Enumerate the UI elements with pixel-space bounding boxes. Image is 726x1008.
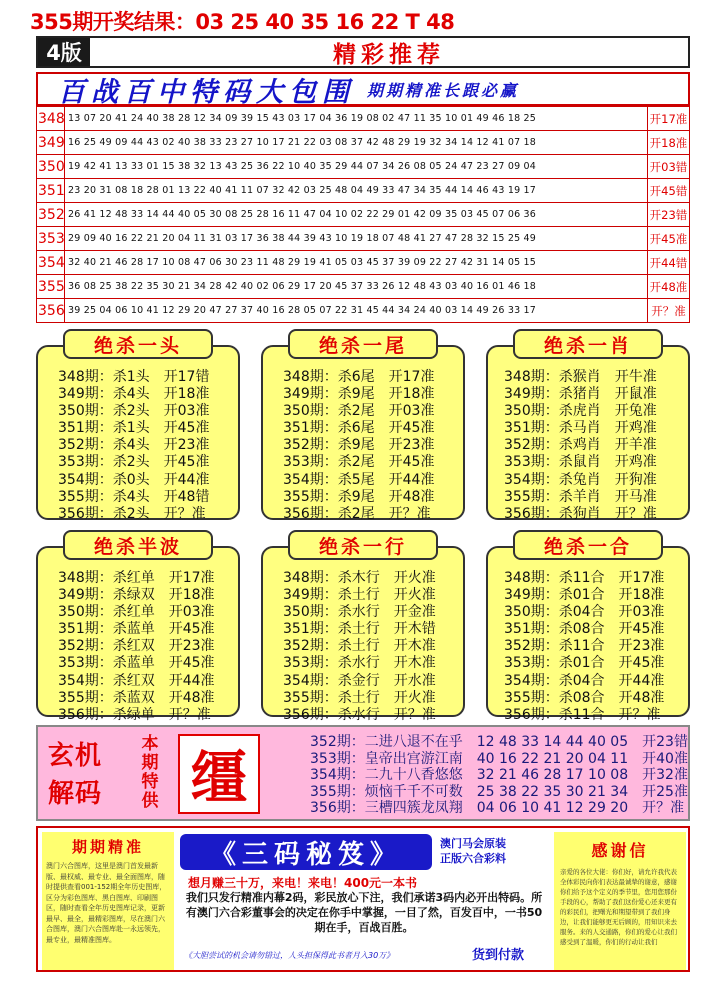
numbers-cell: 23 20 31 08 18 28 01 13 22 40 41 11 07 32 42 03 25 48 04 49 33 47 34 35 44 14 46 43 19 17 (65, 179, 648, 203)
period-cell: 349 (37, 131, 65, 155)
result-cell: 开18准 (648, 131, 690, 155)
result-cell: 开45错 (648, 179, 690, 203)
period-cell: 355 (37, 275, 65, 299)
box-line: 356期：杀2尾 开？准 (283, 505, 431, 522)
box-line: 353期：杀2头 开45准 (58, 454, 210, 471)
footer-left-panel (42, 832, 174, 970)
book-note: 《大胆尝试的机会请勿错过，人头担保得此书者月入30万》 (184, 951, 395, 960)
box-line: 350期：杀04合 开03准 (504, 604, 665, 621)
box-line: 350期：杀2尾 开03准 (283, 403, 435, 420)
box-line: 349期：杀猪肖 开鼠准 (504, 386, 657, 403)
box-line: 351期：杀6尾 开45准 (283, 420, 435, 437)
box-line: 352期：杀11合 开23准 (504, 638, 665, 655)
numbers-cell: 36 08 25 38 22 35 30 21 34 28 42 40 02 06 29 17 20 45 37 33 26 12 48 43 03 40 16 01 46 18 (65, 275, 648, 299)
box-line: 348期：杀6尾 开17准 (283, 369, 435, 385)
box-line: 348期：杀猴肖 开牛准 (504, 369, 657, 385)
footer-right-text: 亲爱的各位大佬：你们好，请允许我代表全体彩民向你们表达最诚挚的谢意，感谢你们给予这个定义的季节里，您用您那份手段的心，帮助了我们这份爱心还来更有的彩民们，把曙光和期望带到了我们身边，让我们能够更无后顾的，用知识来去服务。来的人交通路，你们的爱心让我们感受到了温暖，你们的行动让我们 (560, 868, 677, 946)
box-line: 354期：杀04合 开44准 (504, 672, 665, 689)
box-title: 绝杀一肖 (513, 329, 663, 359)
footer-right-panel (554, 832, 686, 970)
numbers-cell: 26 41 12 48 33 14 44 40 05 30 08 25 28 16 11 47 04 10 02 22 29 01 42 09 35 03 45 07 06 36 (65, 203, 648, 227)
box-line: 350期：杀2头 开03准 (58, 403, 210, 420)
prediction-box (261, 546, 465, 723)
box-line: 354期：杀0头 开44准 (58, 471, 210, 488)
box-line: 350期：杀水行 开金准 (283, 604, 436, 621)
box-line: 349期：杀土行 开火准 (283, 587, 436, 604)
box-line: 353期：杀蓝单 开45准 (58, 655, 215, 672)
numbers-cell: 32 40 21 46 28 17 10 08 47 06 30 23 11 48 29 19 41 05 03 45 37 39 09 22 27 42 31 14 05 15 (65, 251, 648, 275)
table-row (37, 107, 690, 131)
box-line: 356期：杀2头 开？准 (58, 505, 206, 522)
page-header (36, 36, 690, 68)
period-cell: 352 (37, 203, 65, 227)
box-line: 353期：杀01合 开45准 (504, 655, 665, 672)
box-title: 绝杀一头 (63, 329, 213, 359)
numbers-cell: 16 25 49 09 44 43 02 40 38 33 23 27 10 17 21 22 03 08 37 42 48 29 19 32 34 14 12 41 07 18 (65, 131, 648, 155)
box-line: 348期：杀木行 开火准 (283, 570, 436, 586)
result-cell: 开45准 (648, 227, 690, 251)
box-line: 351期：杀蓝单 开45准 (58, 621, 215, 638)
footer-right-title: 感谢信 (591, 841, 649, 860)
prediction-box (486, 345, 690, 520)
box-lines (38, 570, 238, 724)
table-row (37, 179, 690, 203)
book-title: 《三码秘笈》 (180, 834, 432, 870)
xuanji-char: 缰 (178, 734, 260, 814)
numbers-cell: 29 09 40 16 22 21 20 04 11 31 03 17 36 38 44 39 43 10 19 18 07 48 41 27 47 28 32 15 25 49 (65, 227, 648, 251)
period-cell: 356 (37, 299, 65, 323)
box-title: 绝杀一行 (288, 530, 438, 560)
box-line: 349期：杀9尾 开18准 (283, 386, 435, 403)
box-line: 349期：杀01合 开18准 (504, 587, 665, 604)
page-title: 精彩推荐 (333, 41, 445, 68)
xuanji-line: 353期：皇帝出宫游江南 40 16 22 21 20 04 11 开40准 (310, 750, 688, 767)
result-cell: 开44错 (648, 251, 690, 275)
main-banner (36, 72, 690, 106)
box-line: 351期：杀土行 开木错 (283, 621, 436, 638)
version-badge: 4版 (38, 38, 90, 66)
period-cell: 354 (37, 251, 65, 275)
xuanji-special-label: 本期特供 (141, 734, 159, 811)
table-row (37, 227, 690, 251)
period-cell: 350 (37, 155, 65, 179)
result-cell: 开03错 (648, 155, 690, 179)
box-line: 348期：杀11合 开17准 (504, 570, 665, 586)
prediction-box (486, 546, 690, 723)
box-line: 349期：杀4头 开18准 (58, 386, 210, 403)
box-line: 354期：杀红双 开44准 (58, 672, 215, 689)
box-line: 352期：杀土行 开木准 (283, 638, 436, 655)
box-title: 绝杀半波 (63, 530, 213, 560)
box-line: 352期：杀红双 开23准 (58, 638, 215, 655)
footer-center-panel (178, 832, 550, 970)
banner-main-text: 百战百中特码大包围 (58, 76, 355, 106)
period-cell: 348 (37, 107, 65, 131)
box-line: 353期：杀水行 开木准 (283, 655, 436, 672)
box-line: 351期：杀08合 开45准 (504, 621, 665, 638)
box-line: 354期：杀兔肖 开狗准 (504, 471, 657, 488)
result-cell: 开？准 (648, 299, 690, 323)
box-line: 355期：杀4头 开48错 (58, 488, 210, 505)
book-side-label: 澳门马会原装 正版六合彩料 (440, 837, 506, 865)
pay-on-delivery: 货到付款 (472, 948, 525, 963)
box-line: 356期：杀11合 开？准 (504, 706, 661, 723)
numbers-cell: 13 07 20 41 24 40 38 28 12 34 09 39 15 43 03 17 04 36 19 08 02 47 11 35 10 01 49 46 18 25 (65, 107, 648, 131)
box-line: 355期：杀羊肖 开马准 (504, 488, 657, 505)
box-line: 350期：杀虎肖 开兔准 (504, 403, 657, 420)
numbers-table (36, 106, 690, 323)
xuanji-line: 354期：二九十八香悠悠 32 21 46 28 17 10 08 开32准 (310, 767, 688, 783)
box-lines (38, 369, 238, 523)
book-slogan: 想月赚三十万，来电！来电！400元一本书 (188, 876, 418, 890)
draw-result-banner: 355期开奖结果：03 25 40 35 16 22 T 48 (30, 10, 455, 34)
table-row (37, 131, 690, 155)
box-line: 350期：杀红单 开03准 (58, 604, 215, 621)
result-cell: 开23错 (648, 203, 690, 227)
box-line: 348期：杀红单 开17准 (58, 570, 215, 586)
box-line: 356期：杀绿单 开？准 (58, 706, 211, 723)
table-row (37, 155, 690, 179)
footer-left-text: 澳门六合图库，这里是澳门首发最新版、最权威、最专业、最全面图库，随时提供查看001-152期全年历史图库，区分为彩色图库、黑白图库、印刷图区，随时查看全年历史图库记录，更新最早、最全，最精彩图库，尽在澳门六合图库，澳门六合图库赴一永远领先，最专业，最精准图库。 (46, 862, 167, 944)
footer-left-title: 期期精准 (71, 838, 144, 856)
table-row (37, 275, 690, 299)
box-line: 355期：杀土行 开火准 (283, 689, 436, 706)
result-cell: 开17准 (648, 107, 690, 131)
banner-sub-text: 期期精准长跟必赢 (367, 80, 520, 100)
box-lines (488, 570, 688, 724)
box-line: 352期：杀鸡肖 开羊准 (504, 437, 657, 454)
footer-ad (36, 826, 690, 972)
box-line: 349期：杀绿双 开18准 (58, 587, 215, 604)
prediction-box (36, 345, 240, 520)
box-line: 354期：杀金行 开水准 (283, 672, 436, 689)
box-line: 355期：杀9尾 开48准 (283, 488, 435, 505)
box-line: 353期：杀2尾 开45准 (283, 454, 435, 471)
box-line: 351期：杀马肖 开鸡准 (504, 420, 657, 437)
period-cell: 353 (37, 227, 65, 251)
box-line: 348期：杀1头 开17错 (58, 369, 210, 385)
prediction-box (36, 546, 240, 723)
table-row (37, 299, 690, 323)
box-line: 352期：杀9尾 开23准 (283, 437, 435, 454)
box-line: 352期：杀4头 开23准 (58, 437, 210, 454)
box-lines (263, 369, 463, 523)
box-title: 绝杀一尾 (288, 329, 438, 359)
box-line: 354期：杀5尾 开44准 (283, 471, 435, 488)
box-line: 356期：杀水行 开？准 (283, 706, 436, 723)
box-line: 356期：杀狗肖 开？准 (504, 505, 657, 522)
box-line: 351期：杀1头 开45准 (58, 420, 210, 437)
xuanji-lines (310, 734, 688, 817)
xuanji-line: 356期：三槽四簇龙凤翔 04 06 10 41 12 29 20 开？准 (310, 800, 685, 816)
numbers-cell: 19 42 41 13 33 01 15 38 32 13 43 25 36 22 10 40 35 29 44 07 34 26 08 05 24 47 23 27 09 04 (65, 155, 648, 179)
xuanji-panel (36, 725, 690, 821)
box-line: 355期：杀蓝双 开48准 (58, 689, 215, 706)
prediction-box (261, 345, 465, 520)
box-line: 355期：杀08合 开48准 (504, 689, 665, 706)
xuanji-title: 玄机解码 (48, 741, 103, 809)
table-row (37, 203, 690, 227)
xuanji-line: 352期：二进八退不在乎 12 48 33 14 44 40 05 开23错 (310, 734, 688, 750)
book-description: 我们只发行精准内幕2码，彩民放心下注，我们承诺3码内必开出特码。所有澳门六合彩董事会的决定在你手中掌握，一目了然，百发百中，一书50期在手，百战百胜。 (185, 891, 543, 934)
numbers-cell: 39 25 04 06 10 41 12 29 20 47 27 37 40 16 28 05 07 22 31 45 44 34 24 40 03 14 49 26 33 17 (65, 299, 648, 323)
box-lines (263, 570, 463, 724)
box-lines (488, 369, 688, 523)
result-cell: 开48准 (648, 275, 690, 299)
period-cell: 351 (37, 179, 65, 203)
box-title: 绝杀一合 (513, 530, 663, 560)
xuanji-line: 355期：烦恼千千不可数 25 38 22 35 30 21 34 开25准 (310, 783, 688, 800)
box-line: 353期：杀鼠肖 开鸡准 (504, 454, 657, 471)
table-row (37, 251, 690, 275)
